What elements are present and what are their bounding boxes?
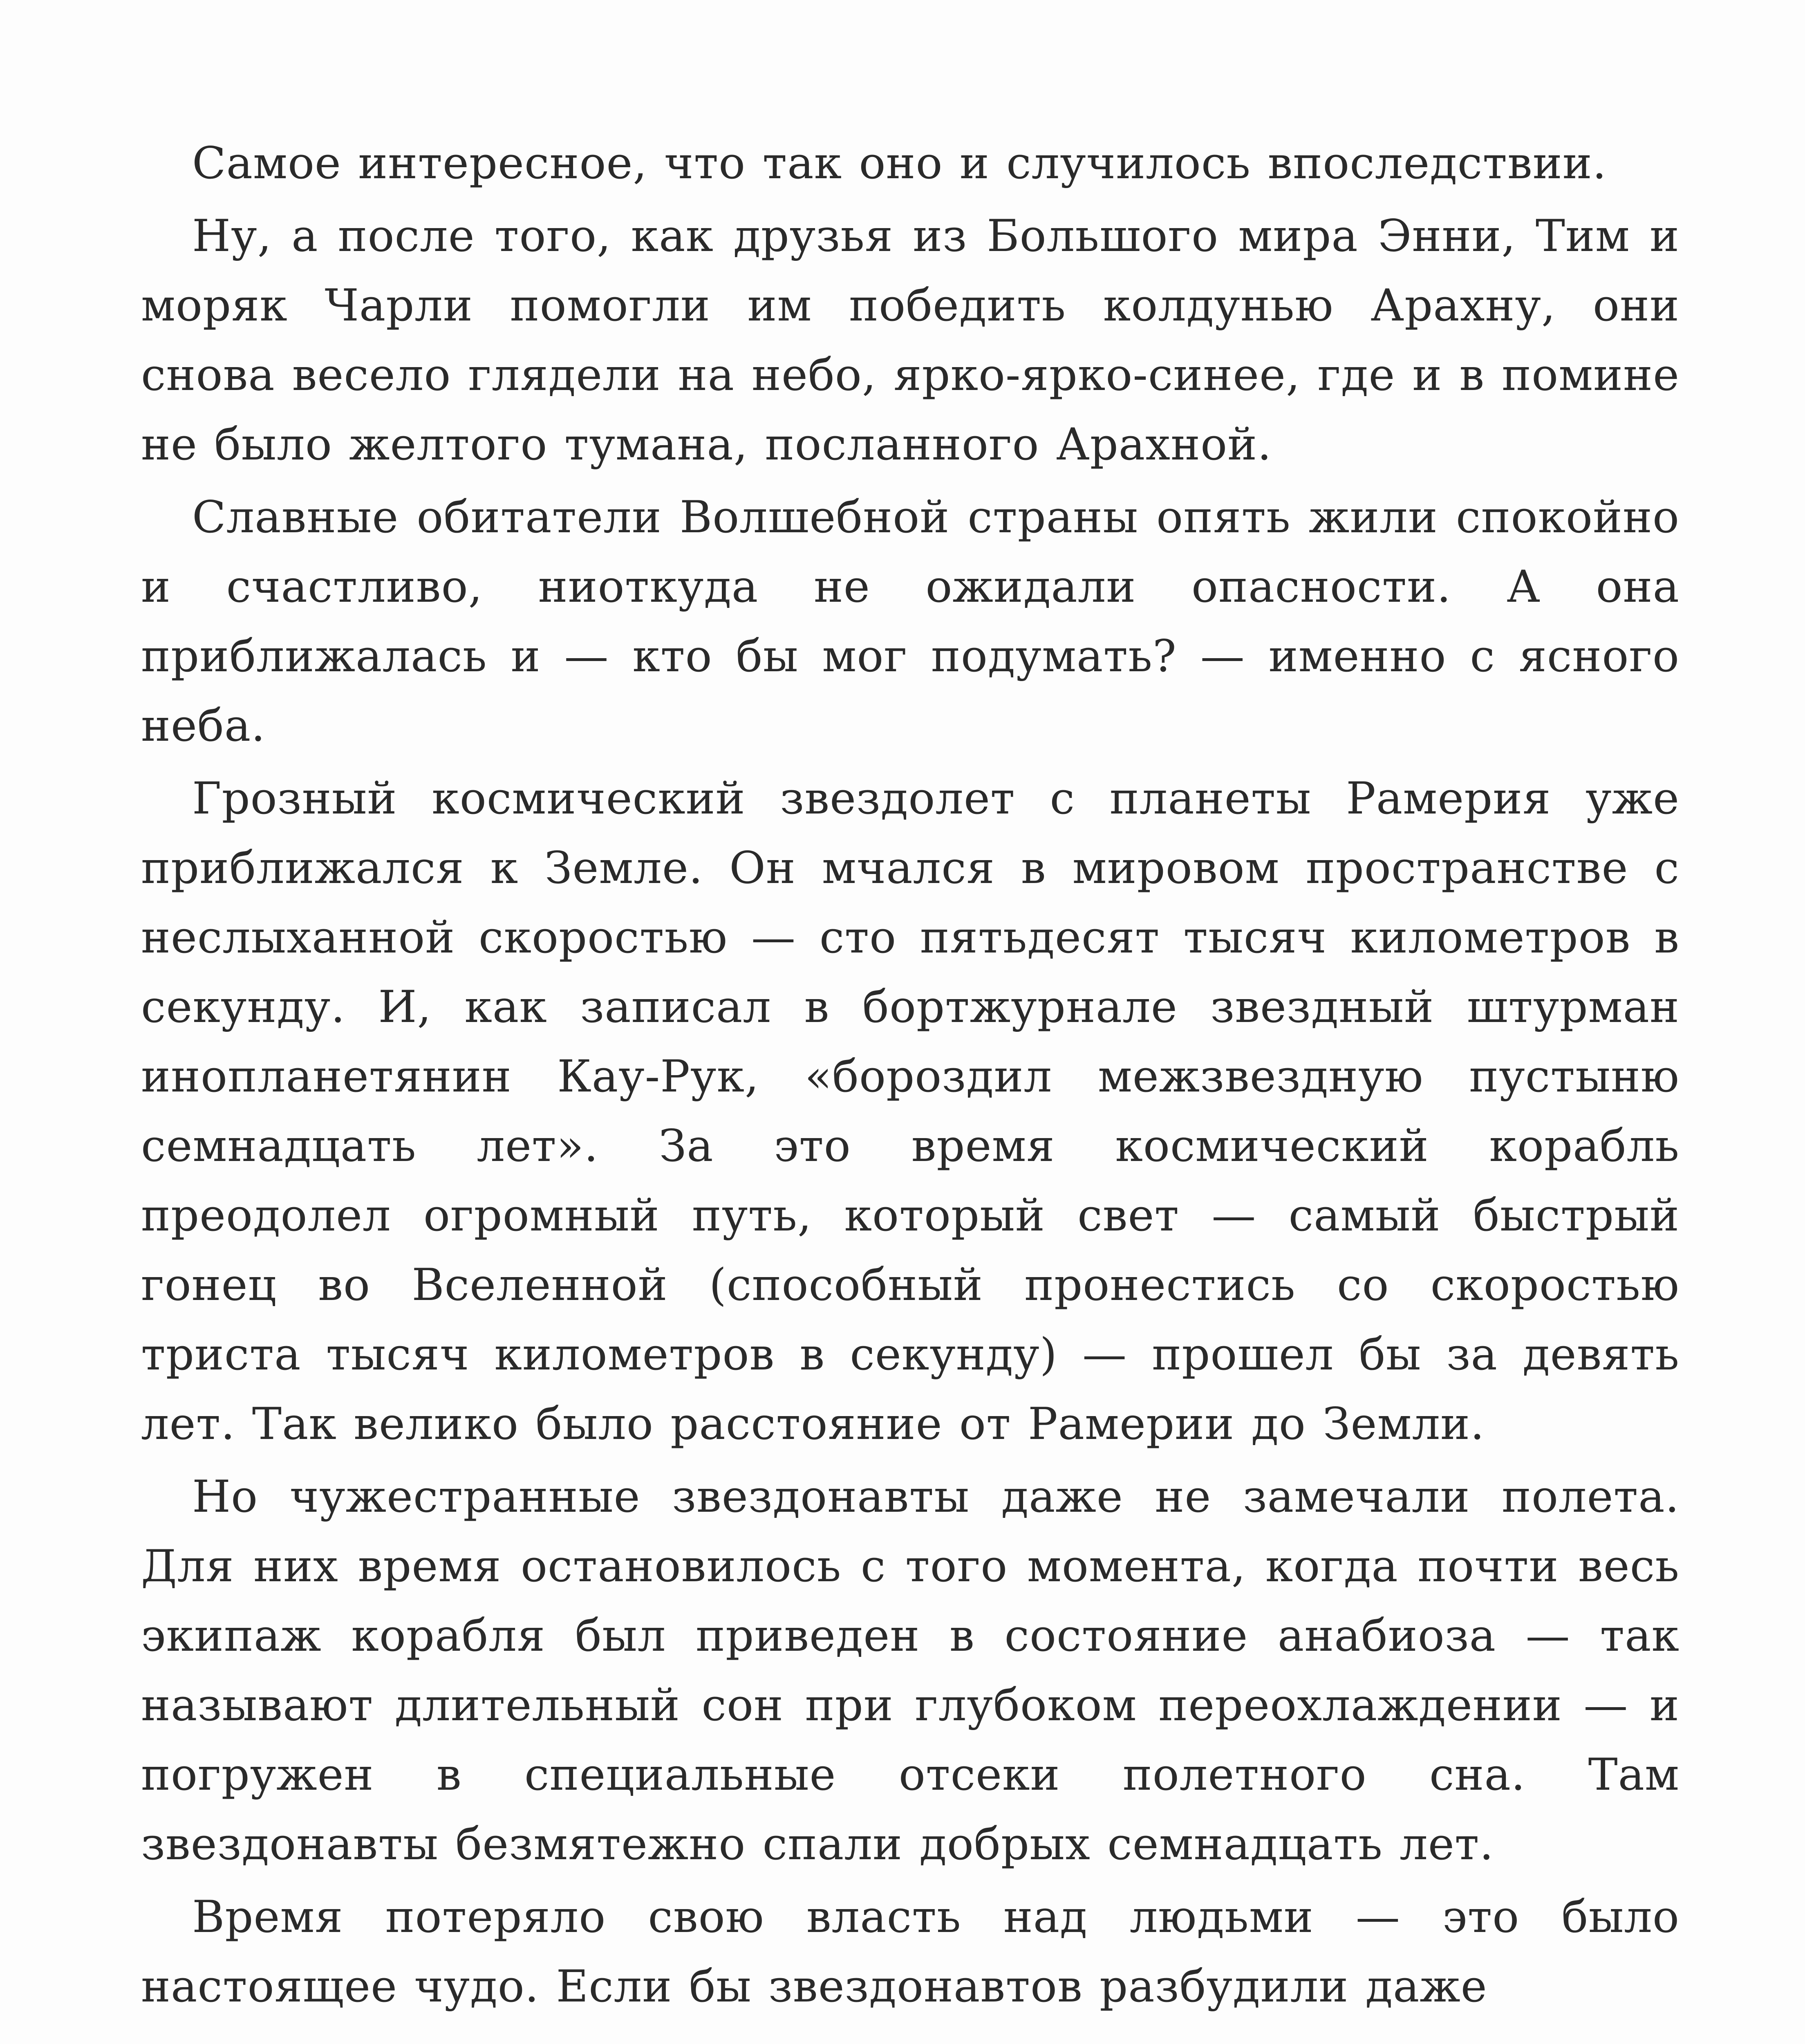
paragraph-4: Грозный космический звездолет с планеты Рамерия уже приближался к Земле. Он мчался в мировом пространстве с неслыханной скоростью — сто пятьдесят тысяч километров в секунду. И, как записал в бортжурнале звездный штурман инопланетянин Кау-Рук, «бороздил межзвездную пустыню семнадцать лет». За это время космический корабль преодолел огромный путь, который свет — самый быстрый гонец во Вселенной (способный пронестись со скоростью триста тысяч километров в секунду) — прошел бы за девять лет. Так велико было расстояние от Рамерии до Земли. bbox=[141, 773, 1680, 1450]
paragraph-6: Время потеряло свою власть над людьми — это было настоящее чудо. Если бы звездонавтов разбудили даже bbox=[141, 1892, 1680, 2012]
paragraph-5: Но чужестранные звездонавты даже не замечали полета. Для них время остановилось с того момента, когда почти весь экипаж корабля был приведен в состояние анабиоза — так называют длительный сон при глубоком переохлаждении — и погружен в специальные отсеки полетного сна. Там звездонавты безмятежно спали добрых семнадцать лет. bbox=[141, 1471, 1680, 1870]
paragraph-3: Славные обитатели Волшебной страны опять жили спокойно и счастливо, ниоткуда не ожидали опасности. А она приближалась и — кто бы мог подумать? — именно с ясного неба. bbox=[141, 492, 1680, 751]
body-text bbox=[141, 129, 1680, 2022]
paragraph-2: Ну, а после того, как друзья из Большого мира Энни, Тим и моряк Чарли помогли им победить колдунью Арахну, они снова весело глядели на небо, ярко-ярко-синее, где и в помине не было желтого тумана, посланного Арахной. bbox=[141, 211, 1680, 470]
paragraph-1: Самое интересное, что так оно и случилось впоследствии. bbox=[192, 138, 1607, 189]
